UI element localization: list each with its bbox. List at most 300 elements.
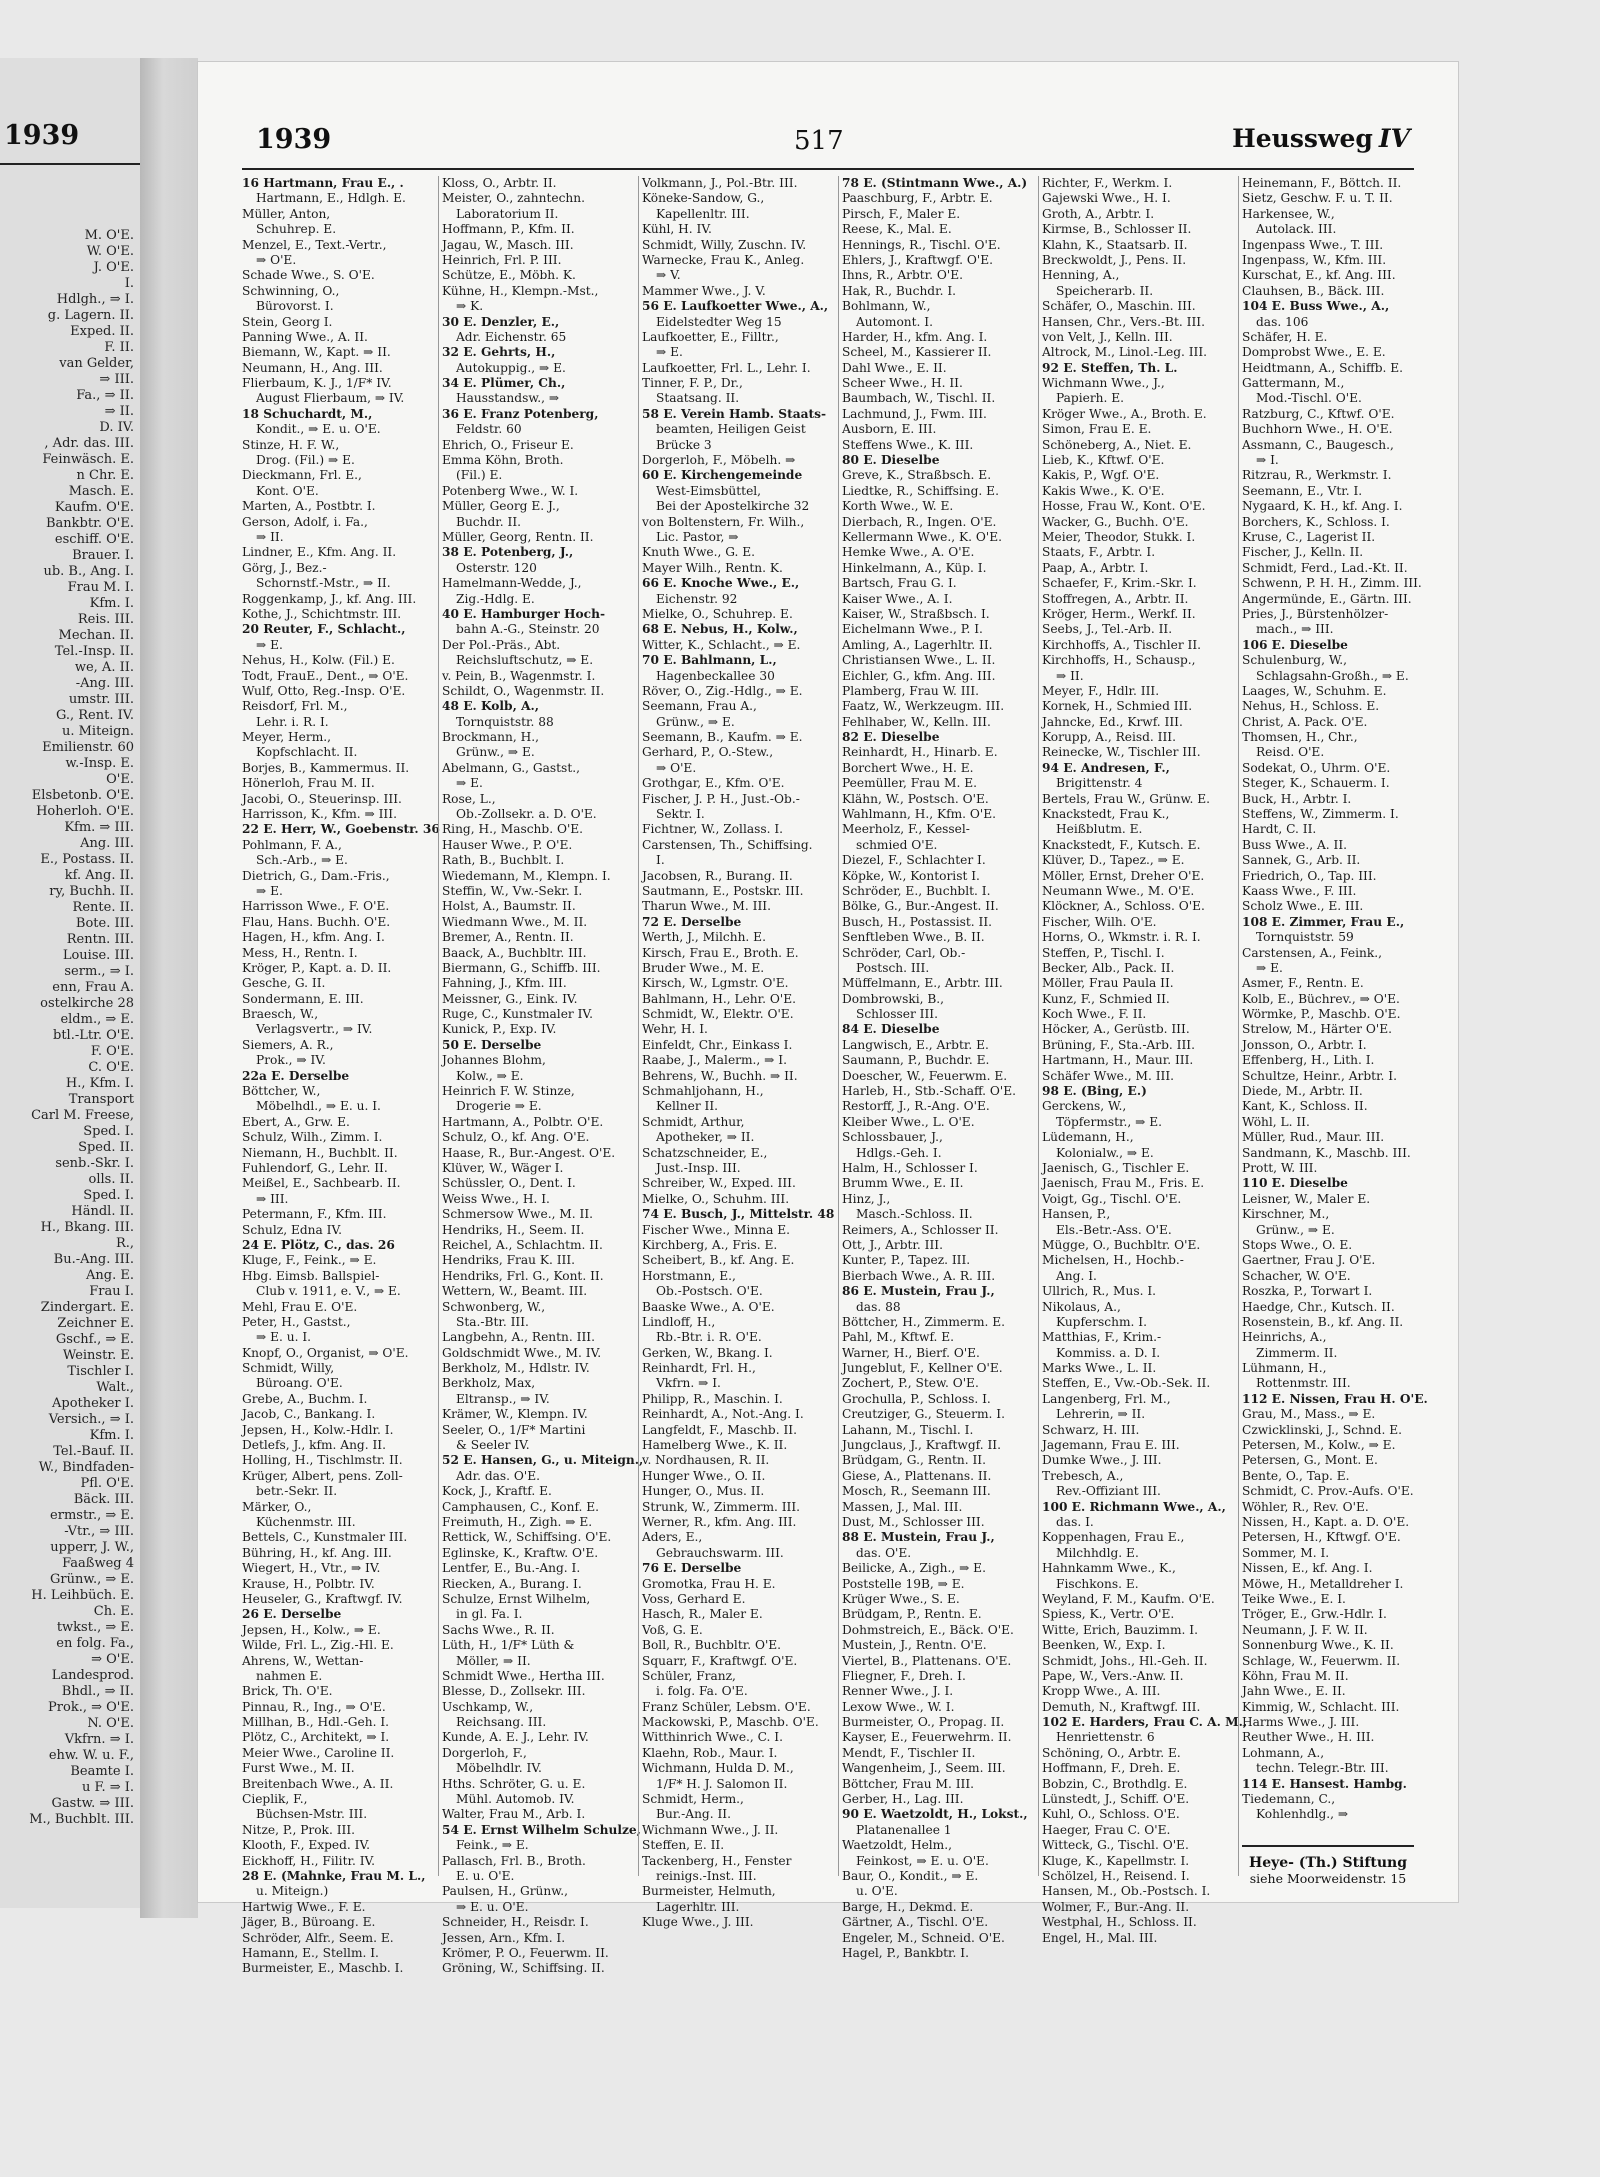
directory-entry: Schulz, Edna IV. <box>242 1222 342 1237</box>
directory-entry: Schäfer, H. E. <box>1242 329 1328 344</box>
directory-entry: Mühl. Automob. IV. <box>456 1792 575 1807</box>
directory-entry: Dietrich, G., Dam.-Fris., <box>242 868 390 883</box>
directory-entry: Rose, L., <box>442 791 496 806</box>
directory-entry: Klüver, D., Tapez., ⇒ E. <box>1042 853 1185 868</box>
previous-page-line: Kaufm. O'E. <box>54 500 134 515</box>
previous-page-line: Rentn. III. <box>66 932 134 947</box>
house-number-entry: 90 E. Waetzoldt, H., Lokst., <box>842 1807 1028 1822</box>
directory-entry: Kondit., ⇒ E. u. O'E. <box>256 422 381 437</box>
previous-page-line: u F. ⇒ I. <box>81 1780 134 1795</box>
directory-entry: Richter, F., Werkm. I. <box>1042 176 1173 190</box>
directory-entry: Baumbach, W., Tischl. II. <box>842 391 996 406</box>
directory-entry: Meißel, E., Sachbearb. II. <box>242 1176 401 1191</box>
directory-entry: Peemüller, Frau M. E. <box>842 776 977 791</box>
directory-entry: Carstensen, A., Feink., <box>1242 945 1383 960</box>
directory-entry: Faatz, W., Werkzeugm. III. <box>842 699 1005 714</box>
house-number-entry: 104 E. Buss Wwe., A., <box>1242 299 1390 314</box>
directory-entry: Jaenisch, Frau M., Fris. E. <box>1042 1176 1205 1191</box>
directory-entry: das. 106 <box>1256 314 1309 329</box>
previous-page-line: Weinstr. E. <box>62 1348 134 1363</box>
directory-entry: Mügge, O., Buchbltr. O'E. <box>1042 1237 1201 1252</box>
directory-entry: Meyer, F., Hdlr. III. <box>1042 683 1160 698</box>
directory-entry: Kunter, P., Tapez. III. <box>842 1253 971 1268</box>
directory-entry: Tinner, F. P., Dr., <box>642 376 743 391</box>
directory-entry: betr.-Sekr. II. <box>256 1484 338 1499</box>
directory-entry: Sautmann, E., Postskr. III. <box>642 883 804 898</box>
previous-page-line: C. O'E. <box>88 1060 134 1075</box>
directory-entry: v. Pein, B., Wagenmstr. I. <box>442 668 596 683</box>
directory-entry: Paaschburg, F., Arbtr. E. <box>842 191 993 206</box>
previous-page-line: M. O'E. <box>84 228 134 243</box>
directory-entry: Kirchhoffs, A., Tischler II. <box>1042 637 1202 652</box>
directory-entry: Wulf, Otto, Reg.-Insp. O'E. <box>242 683 406 698</box>
previous-page-line: Exped. II. <box>70 324 134 339</box>
directory-entry: Westphal, H., Schloss. II. <box>1042 1915 1197 1930</box>
house-number-entry: 74 E. Busch, J., Mittelstr. 48 <box>642 1207 835 1222</box>
directory-entry: Todt, FrauE., Dent., ⇒ O'E. <box>242 668 409 683</box>
directory-entry: Sandmann, K., Maschb. III. <box>1242 1145 1411 1160</box>
directory-entry: techn. Telegr.-Btr. III. <box>1256 1761 1389 1776</box>
previous-page-line: Frau M. I. <box>67 580 134 595</box>
directory-entry: Kimmig, W., Schlacht. III. <box>1242 1699 1400 1714</box>
directory-entry: Mustein, J., Rentn. O'E. <box>842 1638 987 1653</box>
directory-entry: von Boltenstern, Fr. Wilh., <box>642 514 805 529</box>
directory-entry: Schäfer, O., Maschin. III. <box>1042 299 1196 314</box>
directory-entry: Henriettenstr. 6 <box>1056 1730 1155 1745</box>
directory-entry: ⇒ K. <box>456 299 484 314</box>
directory-entry: Drog. (Fil.) ⇒ E. <box>256 453 355 468</box>
directory-entry: Kluge, F., Feink., ⇒ E. <box>242 1253 377 1268</box>
directory-entry: Fehlhaber, W., Kelln. III. <box>842 714 991 729</box>
directory-entry: Hbg. Eimsb. Ballspiel- <box>242 1268 380 1283</box>
directory-entry: Ausborn, E. III. <box>842 422 937 437</box>
directory-entry: ⇒ E. u. I. <box>256 1330 312 1345</box>
directory-entry: Krüger, Albert, pens. Zoll- <box>242 1468 403 1483</box>
directory-entry: Böttcher, W., <box>242 1084 321 1099</box>
directory-entry: Braesch, W., <box>242 1007 319 1022</box>
directory-entry: Stinze, H. F. W., <box>242 437 340 452</box>
directory-entry: Trebesch, A., <box>1042 1468 1124 1483</box>
directory-entry: Müller, Rud., Maur. III. <box>1242 1130 1385 1145</box>
directory-entry: Reichsluftschutz, ⇒ E. <box>456 653 594 668</box>
directory-entry: Bühring, H., kf. Ang. III. <box>242 1545 392 1560</box>
directory-entry: Clauhsen, B., Bäck. III. <box>1242 283 1385 298</box>
directory-entry: Eltransp., ⇒ IV. <box>456 1391 550 1406</box>
directory-entry: Hagenbeckallee 30 <box>656 668 775 683</box>
column-divider <box>1038 176 1039 1876</box>
directory-entry: Nikolaus, A., <box>1042 1299 1121 1314</box>
directory-entry: Blesse, D., Zollsekr. III. <box>442 1684 586 1699</box>
directory-entry: Lindner, E., Kfm. Ang. II. <box>242 545 397 560</box>
directory-entry: Gajewski Wwe., H. I. <box>1042 191 1171 206</box>
directory-entry: Kant, K., Schloss. II. <box>1242 1099 1368 1114</box>
column-divider <box>1238 176 1239 1876</box>
directory-entry: Klahn, K., Staatsarb. II. <box>1042 237 1188 252</box>
directory-entry: schmied O'E. <box>856 837 938 852</box>
previous-page-rule <box>0 163 140 165</box>
directory-entry: Hauser Wwe., P. O'E. <box>442 837 573 852</box>
directory-entry: Reichel, A., Schlachtm. II. <box>442 1237 603 1252</box>
directory-entry: u. Miteign.) <box>256 1884 329 1899</box>
directory-entry: Drogerie ⇒ E. <box>456 1099 542 1114</box>
directory-entry: Gattermann, M., <box>1242 376 1345 391</box>
directory-entry: Autokuppig., ⇒ E. <box>456 360 566 375</box>
previous-page-line: H., Kfm. I. <box>65 1076 134 1091</box>
directory-entry: Burmeister, O., Propag. II. <box>842 1715 1005 1730</box>
previous-page-line: W., Bindfaden- <box>38 1460 134 1475</box>
directory-entry: Krüger Wwe., S. E. <box>842 1591 960 1606</box>
column-divider <box>438 176 439 1876</box>
directory-entry: Hendriks, H., Seem. II. <box>442 1222 585 1237</box>
directory-entry: Brüdgam, G., Rentn. II. <box>842 1453 986 1468</box>
previous-page-line: Hdlgh., ⇒ I. <box>56 292 134 307</box>
previous-page-line: G., Rent. IV. <box>55 708 134 723</box>
directory-columns <box>242 176 1428 1976</box>
directory-entry: Mackowski, P., Maschb. O'E. <box>642 1715 819 1730</box>
directory-entry: Reinecke, W., Tischler III. <box>1042 745 1201 760</box>
directory-entry: Steffen, P., Tischl. I. <box>1042 945 1165 960</box>
directory-entry: Laages, W., Schuhm. E. <box>1242 683 1387 698</box>
house-number-entry: 34 E. Plümer, Ch., <box>442 376 566 391</box>
directory-entry: Jacobsen, R., Burang. II. <box>642 868 793 883</box>
directory-entry: Wilde, Frl. L., Zig.-Hl. E. <box>242 1638 394 1653</box>
directory-entry: Rath, B., Buchblt. I. <box>442 853 565 868</box>
directory-entry: das. I. <box>1056 1514 1094 1529</box>
directory-entry: Rb.-Btr. i. R. O'E. <box>656 1330 762 1345</box>
directory-entry: Ritzrau, R., Werkmstr. I. <box>1242 468 1392 483</box>
directory-entry: Eglinske, K., Kraftw. O'E. <box>442 1545 599 1560</box>
directory-entry: Hausstandsw., ⇒ <box>456 391 560 406</box>
directory-entry: Ring, H., Maschb. O'E. <box>442 822 584 837</box>
directory-entry: Schmidt Wwe., Hertha III. <box>442 1668 605 1683</box>
directory-entry: Koch Wwe., F. II. <box>1042 1007 1147 1022</box>
previous-page-line: Mechan. II. <box>58 628 134 643</box>
directory-entry: Engeler, M., Schneid. O'E. <box>842 1930 1005 1945</box>
directory-entry: Der Pol.-Präs., Abt. <box>442 637 561 652</box>
directory-entry: Neumann Wwe., M. O'E. <box>1042 883 1195 898</box>
directory-entry: Burmeister, Helmuth, <box>642 1884 776 1899</box>
directory-entry: Köhn, Frau M. II. <box>1242 1668 1349 1683</box>
house-number-entry: 94 E. Andresen, F., <box>1042 760 1170 775</box>
directory-entry: Buss Wwe., A. II. <box>1242 837 1348 852</box>
directory-entry: Korth Wwe., W. E. <box>842 499 954 514</box>
directory-entry: Grau, M., Mass., ⇒ E. <box>1242 1407 1376 1422</box>
directory-entry: Petermann, F., Kfm. III. <box>242 1207 387 1222</box>
house-number-entry: 98 E. (Bing, E.) <box>1042 1084 1147 1099</box>
directory-entry: Reinhardt, Frl. H., <box>642 1361 756 1376</box>
previous-page-line: H., Bkang. III. <box>40 1220 134 1235</box>
directory-entry: bahn A.-G., Steinstr. 20 <box>456 622 600 637</box>
directory-entry: Stops Wwe., O. E. <box>1242 1237 1353 1252</box>
directory-entry: I. <box>656 853 665 868</box>
directory-entry: Czwicklinski, J., Schnd. E. <box>1242 1422 1402 1437</box>
directory-entry: Walter, Frau M., Arb. I. <box>442 1807 586 1822</box>
directory-entry: ⇒ E. <box>656 345 683 360</box>
previous-page-line: twkst., ⇒ E. <box>56 1620 134 1635</box>
directory-entry: Sektr. I. <box>656 807 705 822</box>
directory-entry: Schlagsahn-Großh., ⇒ E. <box>1256 668 1409 683</box>
directory-entry: Schmidt, Ferd., Lad.-Kt. II. <box>1242 560 1408 575</box>
directory-entry: Dahl Wwe., E. II. <box>842 360 947 375</box>
house-number-entry: 18 Schuchardt, M., <box>242 406 373 421</box>
directory-entry: Schlosser III. <box>856 1007 938 1022</box>
directory-entry: Sta.-Btr. III. <box>456 1314 529 1329</box>
directory-entry: in gl. Fa. I. <box>456 1607 523 1622</box>
directory-page <box>198 62 1458 1976</box>
directory-entry: Kruse, C., Lagerist II. <box>1242 529 1376 544</box>
previous-page-line: ⇒ II. <box>104 404 134 419</box>
directory-entry: Ehrich, O., Friseur E. <box>442 437 574 452</box>
previous-page-line: M., Buchblt. III. <box>29 1812 134 1827</box>
directory-entry: Kirchhoffs, H., Schausp., <box>1042 653 1196 668</box>
directory-entry: nahmen E. <box>256 1668 323 1683</box>
previous-page-line: Bäck. III. <box>73 1492 134 1507</box>
house-number-entry: 32 E. Gehrts, H., <box>442 345 556 360</box>
directory-entry: Hansen, P., <box>1042 1207 1111 1222</box>
directory-entry: das. 88 <box>856 1299 901 1314</box>
directory-entry: Köpke, W., Kontorist I. <box>842 868 980 883</box>
foundation-notice-reference: siehe Moorweidenstr. 15 <box>1249 1870 1407 1886</box>
directory-entry: Just.-Insp. III. <box>656 1161 741 1175</box>
directory-entry: Harms Wwe., J. III. <box>1242 1715 1360 1730</box>
directory-entry: Kock, J., Kraftf. E. <box>442 1484 552 1499</box>
directory-entry: Ingenpass, W., Kfm. III. <box>1242 252 1387 267</box>
previous-page-line: Masch. E. <box>68 484 134 499</box>
house-number-entry: 66 E. Knoche Wwe., E., <box>642 576 800 591</box>
previous-page-line: Pfl. O'E. <box>80 1476 134 1491</box>
directory-entry: Ahrens, W., Wettan- <box>242 1653 364 1668</box>
directory-entry: Wichmann Wwe., J., <box>1042 376 1165 391</box>
directory-entry: reinigs.-Inst. III. <box>656 1868 757 1883</box>
directory-entry: Schröder, Alfr., Seem. E. <box>242 1930 394 1945</box>
directory-entry: Heinrich, Frl. P. III. <box>442 252 562 267</box>
directory-entry: Greve, K., Straßbsch. E. <box>842 468 992 483</box>
column-divider <box>838 176 839 1876</box>
directory-entry: Schmidt, Willy, Zuschn. IV. <box>642 237 807 252</box>
directory-entry: Biermann, G., Schiffb. III. <box>442 960 601 975</box>
directory-entry: Dumke Wwe., J. III. <box>1042 1453 1162 1468</box>
directory-entry: Warnecke, Frau K., Anleg. <box>642 252 805 267</box>
directory-entry: Hoffmann, P., Kfm. II. <box>442 222 575 237</box>
directory-entry: Osterstr. 120 <box>456 560 537 575</box>
directory-entry: Cieplik, F., <box>242 1792 308 1807</box>
directory-entry: Ebert, A., Grw. E. <box>242 1114 350 1129</box>
directory-column-4 <box>842 176 1032 1960</box>
directory-entry: Spiess, K., Vertr. O'E. <box>1042 1607 1175 1622</box>
directory-entry: Asmer, F., Rentn. E. <box>1242 976 1364 991</box>
directory-entry: Borchert Wwe., H. E. <box>842 760 974 775</box>
directory-entry: Kleiber Wwe., L. O'E. <box>842 1114 975 1129</box>
directory-entry: Möller, Ernst, Dreher O'E. <box>1042 868 1205 883</box>
directory-entry: Schlossbauer, J., <box>842 1130 943 1145</box>
directory-entry: Uschkamp, W., <box>442 1699 534 1714</box>
directory-entry: Holst, A., Baumstr. II. <box>442 899 576 914</box>
directory-entry: Seemann, B., Kaufm. ⇒ E. <box>642 730 803 745</box>
directory-entry: Meyer, Herm., <box>242 730 331 745</box>
directory-entry: Harrisson Wwe., F. O'E. <box>242 899 390 914</box>
directory-entry: Sietz, Geschw. F. u. T. II. <box>1242 191 1393 206</box>
directory-entry: Kolonialw., ⇒ E. <box>1056 1145 1154 1160</box>
directory-entry: Mayer Wilh., Rentn. K. <box>642 560 783 575</box>
directory-entry: Nygaard, K. H., kf. Ang. I. <box>1242 499 1403 514</box>
previous-page-line: Walt., <box>96 1380 134 1395</box>
directory-entry: Grünw., ⇒ E. <box>656 714 735 729</box>
directory-entry: Tiedemann, C., <box>1242 1792 1336 1807</box>
directory-entry: Jacobi, O., Steuerinsp. III. <box>242 791 402 806</box>
directory-entry: Bohlmann, W., <box>842 299 931 314</box>
directory-entry: ⇒ E. <box>456 776 483 791</box>
directory-entry: Kirsch, W., Lgmstr. O'E. <box>642 976 789 991</box>
directory-entry: das. O'E. <box>856 1545 912 1560</box>
directory-entry: ⇒ V. <box>656 268 681 283</box>
directory-entry: Schildt, O., Wagenmstr. II. <box>442 683 605 698</box>
directory-entry: Bruder Wwe., M. E. <box>642 960 765 975</box>
street-section: IV <box>1378 124 1410 153</box>
directory-entry: Lehr. i. R. I. <box>256 714 329 729</box>
house-number-entry: 78 E. (Stintmann Wwe., A.) <box>842 176 1028 190</box>
directory-entry: Roggenkamp, J., kf. Ang. III. <box>242 591 417 606</box>
directory-entry: ⇒ O'E. <box>656 760 697 775</box>
directory-entry: Haedge, Chr., Kutsch. II. <box>1242 1299 1395 1314</box>
directory-entry: Postsch. III. <box>856 960 930 975</box>
previous-page-line: Faaßweg 4 <box>62 1556 134 1571</box>
previous-page-line: R., <box>115 1236 134 1251</box>
directory-entry: Voss, Gerhard E. <box>642 1591 746 1606</box>
directory-entry: Hendriks, Frau K. III. <box>442 1253 576 1268</box>
previous-page-line: senb.-Skr. I. <box>55 1156 134 1171</box>
directory-entry: Carstensen, Th., Schiffsing. <box>642 837 813 852</box>
directory-entry: Kolw., ⇒ E. <box>456 1068 524 1083</box>
directory-entry: Staats, F., Arbtr. I. <box>1042 545 1156 560</box>
directory-entry: Mendt, F., Tischler II. <box>842 1745 976 1760</box>
previous-page-line: Tel.-Bauf. II. <box>53 1444 134 1459</box>
directory-entry: Wiedemann, M., Klempn. I. <box>442 868 611 883</box>
directory-entry: Kupferschm. I. <box>1056 1314 1147 1329</box>
directory-entry: Strelow, M., Härter O'E. <box>1242 1022 1392 1037</box>
directory-entry: Lehrerin, ⇒ II. <box>1056 1407 1146 1422</box>
directory-entry: Röver, O., Zig.-Hdlg., ⇒ E. <box>642 683 803 698</box>
directory-entry: Rev.-Offiziant III. <box>1056 1484 1161 1499</box>
previous-page-line: , Adr. das. III. <box>44 436 134 451</box>
directory-entry: Biemann, W., Kapt. ⇒ II. <box>242 345 391 360</box>
directory-entry: Teike Wwe., E. I. <box>1242 1591 1346 1606</box>
directory-entry: Senftleben Wwe., B. II. <box>842 930 985 945</box>
directory-entry: Schulze, Ernst Wilhelm, <box>442 1591 591 1606</box>
directory-entry: Simon, Frau E. E. <box>1042 422 1152 437</box>
previous-page-line: Bu.-Ang. III. <box>53 1252 134 1267</box>
previous-page-line: Bankbtr. O'E. <box>45 516 134 531</box>
directory-entry: Schröder, E., Buchblt. I. <box>842 883 991 898</box>
directory-entry: Kunde, A. E. J., Lehr. IV. <box>442 1730 589 1745</box>
directory-entry: Effenberg, H., Lith. I. <box>1242 1053 1375 1068</box>
directory-entry: Steffen, E., Vw.-Ob.-Sek. II. <box>1042 1376 1211 1391</box>
directory-entry: Korupp, A., Reisd. III. <box>1042 730 1176 745</box>
directory-entry: Eidelstedter Weg 15 <box>656 314 782 329</box>
directory-entry: Zochert, P., Stew. O'E. <box>842 1376 979 1391</box>
directory-entry: Gerhard, P., O.-Stew., <box>642 745 774 760</box>
directory-entry: Lentfer, E., Bu.-Ang. I. <box>442 1561 581 1576</box>
directory-entry: Baack, A., Buchbltr. III. <box>442 945 587 960</box>
directory-entry: Sodekat, O., Uhrm. O'E. <box>1242 760 1391 775</box>
directory-entry: Voß, G. E. <box>642 1622 703 1637</box>
directory-entry: Sannek, G., Arb. II. <box>1242 853 1361 868</box>
directory-entry: beamten, Heiligen Geist <box>656 422 806 437</box>
previous-page-line: ermstr., ⇒ E. <box>50 1508 134 1523</box>
directory-entry: Gerckens, W., <box>1042 1099 1127 1114</box>
previous-page-line: Sped. I. <box>83 1124 134 1139</box>
directory-entry: Fischer Wwe., Minna E. <box>642 1222 790 1237</box>
directory-entry: Bertels, Frau W., Grünw. E. <box>1042 791 1211 806</box>
page-year: 1939 <box>256 124 332 155</box>
directory-entry: ⇒ E. u. O'E. <box>456 1899 529 1914</box>
directory-entry: Sommer, M. I. <box>1242 1545 1330 1560</box>
directory-entry: Kayser, E., Feuerwehrm. II. <box>842 1730 1012 1745</box>
directory-entry: Scheer Wwe., H. II. <box>842 376 963 391</box>
directory-entry: West-Eimsbüttel, <box>656 483 762 498</box>
directory-entry: Gröning, W., Schiffsing. II. <box>442 1961 605 1976</box>
directory-entry: Reisdorf, Frl. M., <box>242 699 348 714</box>
directory-entry: Roszka, P., Torwart I. <box>1242 1284 1373 1299</box>
directory-entry: Hartmann, H., Maur. III. <box>1042 1053 1194 1068</box>
house-number-entry: 16 Hartmann, Frau E., . <box>242 176 404 190</box>
directory-entry: Klüver, W., Wäger I. <box>442 1161 564 1175</box>
directory-column-6 <box>1242 176 1428 1886</box>
directory-entry: Poststelle 19B, ⇒ E. <box>842 1576 965 1591</box>
directory-entry: Gebrauchswarm. III. <box>656 1545 784 1560</box>
directory-entry: Grothgar, E., Kfm. O'E. <box>642 776 785 791</box>
directory-entry: Mielke, O., Schuhm. III. <box>642 1191 790 1206</box>
directory-entry: Camphausen, C., Konf. E. <box>442 1499 600 1514</box>
directory-entry: Hendriks, Frl. G., Kont. II. <box>442 1268 604 1283</box>
directory-entry: Pirsch, F., Maler E. <box>842 206 961 221</box>
directory-entry: Krämer, W., Klempn. IV. <box>442 1407 588 1422</box>
directory-entry: Kropp Wwe., A. III. <box>1042 1684 1161 1699</box>
directory-entry: Ullrich, R., Mus. I. <box>1042 1284 1157 1299</box>
directory-entry: Müffelmann, E., Arbtr. III. <box>842 976 1003 991</box>
directory-entry: Mehl, Frau E. O'E. <box>242 1299 358 1314</box>
directory-column-1 <box>242 176 440 1976</box>
house-number-entry: 58 E. Verein Hamb. Staats- <box>642 406 827 421</box>
directory-entry: Märker, O., <box>242 1499 312 1514</box>
previous-page-line: Hoherloh. O'E. <box>36 804 134 819</box>
house-number-entry: 112 E. Nissen, Frau H. O'E. <box>1242 1391 1428 1406</box>
directory-entry: Reuther Wwe., H. III. <box>1242 1730 1375 1745</box>
directory-entry: Christ, A. Pack. O'E. <box>1242 714 1368 729</box>
directory-entry: Saumann, P., Buchdr. E. <box>842 1053 990 1068</box>
directory-entry: Papierh. E. <box>1056 391 1125 406</box>
directory-entry: Kluge Wwe., J. III. <box>642 1915 754 1930</box>
directory-entry: Schöning, O., Arbtr. E. <box>1042 1745 1181 1760</box>
directory-entry: Hardt, C. II. <box>1242 822 1317 837</box>
house-number-entry: 80 E. Dieselbe <box>842 453 940 468</box>
directory-entry: Behrens, W., Buchh. ⇒ II. <box>642 1068 798 1083</box>
house-number-entry: 50 E. Derselbe <box>442 1037 542 1052</box>
directory-entry: Schlage, W., Feuerwm. II. <box>1242 1653 1401 1668</box>
directory-entry: Kluge, K., Kapellmstr. I. <box>1042 1853 1190 1868</box>
directory-entry: Harrisson, K., Kfm. ⇒ III. <box>242 807 397 822</box>
directory-entry: Staatsang. II. <box>656 391 740 406</box>
directory-entry: ⇒ E. <box>1256 960 1283 975</box>
directory-entry: Schornstf.-Mstr., ⇒ II. <box>256 576 391 591</box>
directory-entry: Kröger Wwe., A., Broth. E. <box>1042 406 1207 421</box>
directory-entry: Heidtmann, A., Schiffb. E. <box>1242 360 1404 375</box>
directory-entry: Steger, K., Schauerm. I. <box>1242 776 1390 791</box>
directory-entry: Hennings, R., Tischl. O'E. <box>842 237 1001 252</box>
directory-entry: Langwisch, E., Arbtr. E. <box>842 1037 989 1052</box>
directory-entry: Bartsch, Frau G. I. <box>842 576 957 591</box>
directory-entry: Nissen, H., Kapt. a. D. O'E. <box>1242 1514 1410 1529</box>
directory-entry: Gesche, G. II. <box>242 976 326 991</box>
